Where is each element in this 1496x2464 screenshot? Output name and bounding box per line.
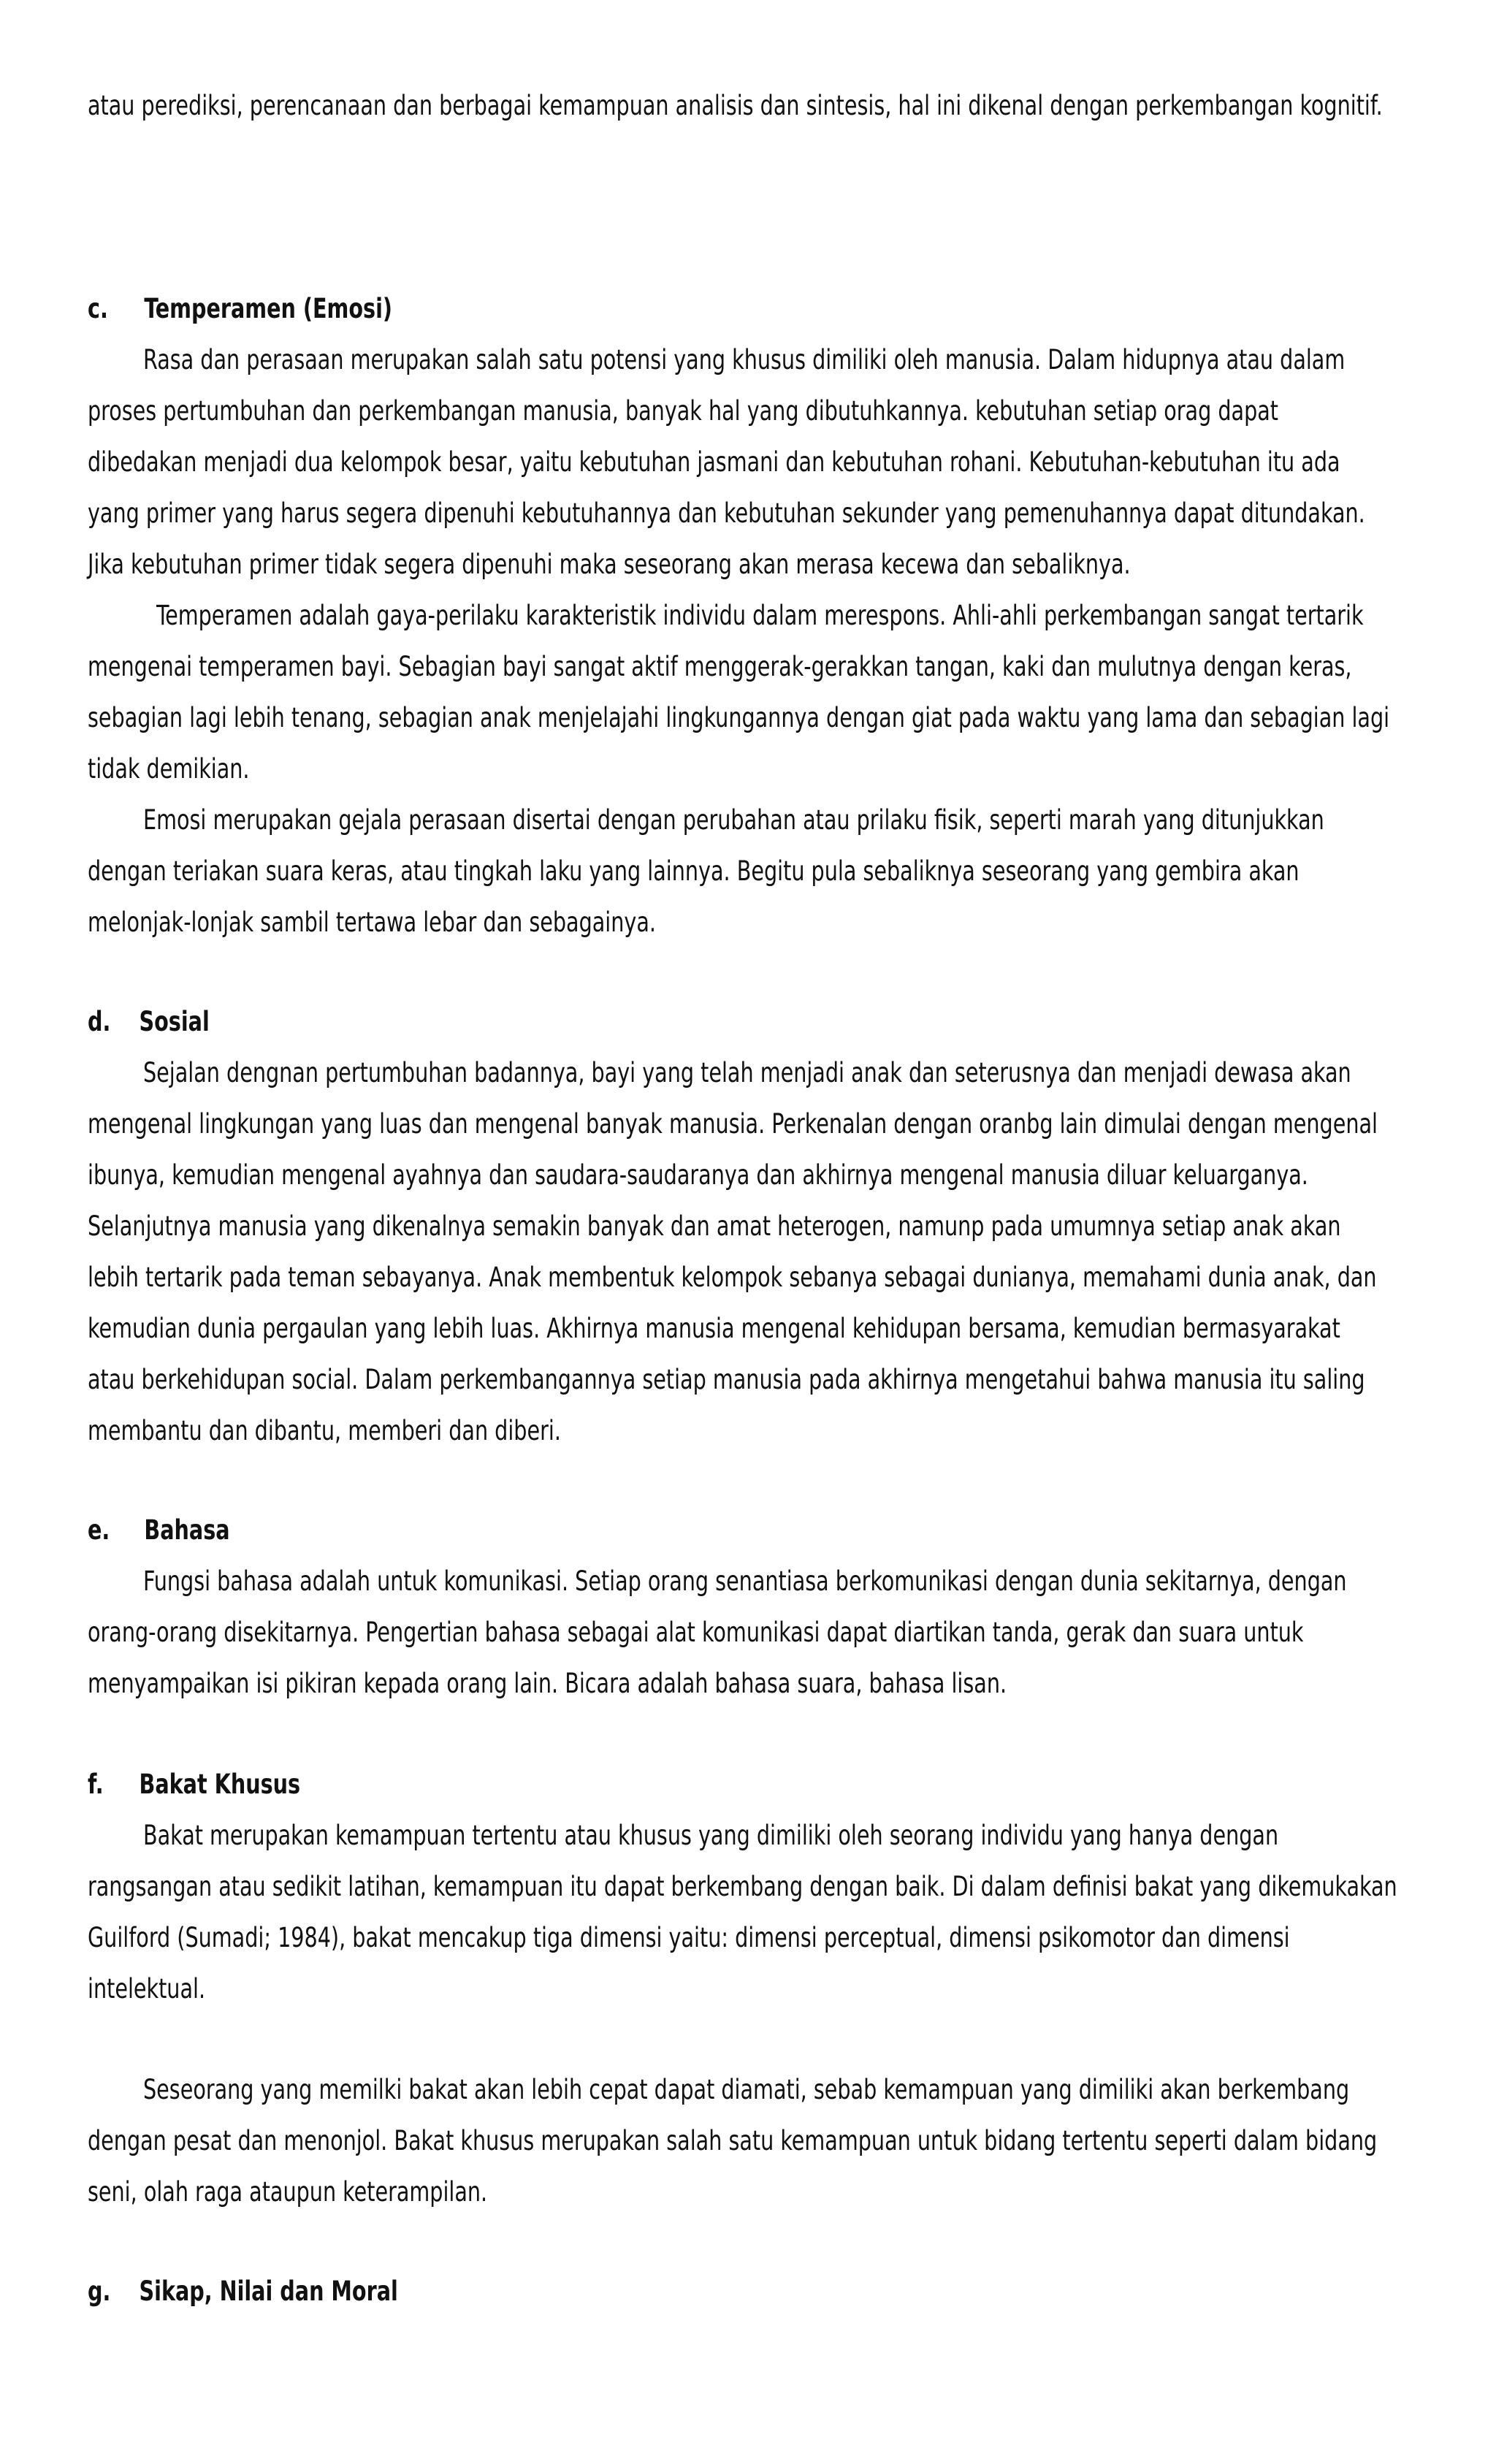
section-letter: c.	[88, 293, 108, 324]
paragraph-line: Bakat merupakan kemampuan tertentu atau khusus yang dimiliki oleh seorang individu yang hanya dengan	[143, 1820, 1279, 1851]
section-letter: d.	[88, 1006, 111, 1037]
paragraph-line: Fungsi bahasa adalah untuk komunikasi. Setiap orang senantiasa berkomunikasi dengan dunia sekitarnya, dengan	[143, 1565, 1347, 1597]
paragraph-line: Sejalan dengnan pertumbuhan badannya, bayi yang telah menjadi anak dan seterusnya dan menjadi dewasa akan	[143, 1057, 1351, 1088]
section-heading-e	[88, 1514, 230, 1546]
section-heading-d	[88, 1006, 210, 1038]
section-letter: e.	[88, 1514, 110, 1546]
paragraph-line: Guilford (Sumadi; 1984), bakat mencakup tiga dimensi yaitu: dimensi perceptual, dimensi psikomotor dan dimensi	[88, 1922, 1290, 1953]
paragraph-line: dibedakan menjadi dua kelompok besar, yaitu kebutuhan jasmani dan kebutuhan rohani. Kebutuhan-kebutuhan itu ada	[88, 446, 1340, 478]
section-title: Sikap, Nilai dan Moral	[139, 2276, 398, 2307]
paragraph-line: Jika kebutuhan primer tidak segera dipenuhi maka seseorang akan merasa kecewa dan sebaliknya.	[88, 549, 1131, 580]
paragraph-line: dengan pesat dan menonjol. Bakat khusus merupakan salah satu kemampuan untuk bidang tertentu seperti dalam bidang	[88, 2125, 1378, 2156]
paragraph-line: rangsangan atau sedikit latihan, kemampuan itu dapat berkembang dengan baik. Di dalam definisi bakat yang dikemukakan	[88, 1871, 1397, 1902]
section-letter: g.	[88, 2276, 111, 2307]
section-title: Bahasa	[144, 1514, 230, 1546]
paragraph-line: sebagian lagi lebih tenang, sebagian anak menjelajahi lingkungannya dengan giat pada waktu yang lama dan sebagian lagi	[88, 702, 1390, 733]
paragraph-line: seni, olah raga ataupun keterampilan.	[88, 2176, 488, 2208]
paragraph-line: melonjak-lonjak sambil tertawa lebar dan sebagainya.	[88, 907, 656, 938]
paragraph-line: mengenal lingkungan yang luas dan mengenal banyak manusia. Perkenalan dengan oranbg lain dimulai dengan mengenal	[88, 1108, 1378, 1140]
paragraph-line: Selanjutnya manusia yang dikenalnya semakin banyak dan amat heterogen, namunp pada umumnya setiap anak akan	[88, 1210, 1341, 1242]
section-title: Sosial	[139, 1006, 210, 1037]
section-title: Temperamen (Emosi)	[144, 293, 392, 324]
section-heading-c	[88, 293, 392, 325]
paragraph-line: Rasa dan perasaan merupakan salah satu potensi yang khusus dimiliki oleh manusia. Dalam hidupnya atau dalam	[143, 344, 1346, 375]
paragraph-line: membantu dan dibantu, memberi dan diberi.	[88, 1415, 561, 1446]
section-title: Bakat Khusus	[139, 1769, 301, 1800]
paragraph-line: intelektual.	[88, 1973, 206, 2005]
paragraph-line: ibunya, kemudian mengenal ayahnya dan saudara-saudaranya dan akhirnya mengenal manusia diluar keluarganya.	[88, 1159, 1308, 1191]
paragraph-line: tidak demikian.	[88, 753, 250, 785]
paragraph-line: Temperamen adalah gaya-perilaku karakteristik individu dalam merespons. Ahli-ahli perkembangan sangat tertarik	[156, 600, 1364, 631]
section-letter: f.	[88, 1769, 104, 1800]
paragraph-line: mengenai temperamen bayi. Sebagian bayi sangat aktif menggerak-gerakkan tangan, kaki dan mulutnya dengan keras,	[88, 651, 1352, 682]
paragraph-line: atau berkehidupan social. Dalam perkembangannya setiap manusia pada akhirnya mengetahui bahwa manusia itu saling	[88, 1364, 1365, 1395]
paragraph-line: dengan teriakan suara keras, atau tingkah laku yang lainnya. Begitu pula sebaliknya seseorang yang gembira akan	[88, 855, 1300, 887]
paragraph-line: atau perediksi, perencanaan dan berbagai kemampuan analisis dan sintesis, hal ini dikenal dengan perkembangan kognitif.	[88, 90, 1383, 121]
paragraph-line: lebih tertarik pada teman sebayanya. Anak membentuk kelompok sebanya sebagai dunianya, memahami dunia anak, dan	[88, 1262, 1377, 1293]
paragraph-line: proses pertumbuhan dan perkembangan manusia, banyak hal yang dibutuhkannya. kebutuhan setiap orag dapat	[88, 395, 1279, 427]
paragraph-line: yang primer yang harus segera dipenuhi kebutuhannya dan kebutuhan sekunder yang pemenuhannya dapat ditundakan.	[88, 497, 1365, 529]
paragraph-line: orang-orang disekitarnya. Pengertian bahasa sebagai alat komunikasi dapat diartikan tanda, gerak dan suara untuk	[88, 1617, 1304, 1648]
paragraph-line: kemudian dunia pergaulan yang lebih luas. Akhirnya manusia mengenal kehidupan bersama, kemudian bermasyarakat	[88, 1313, 1340, 1344]
paragraph-line: menyampaikan isi pikiran kepada orang lain. Bicara adalah bahasa suara, bahasa lisan.	[88, 1668, 1007, 1699]
paragraph-line: Seseorang yang memilki bakat akan lebih cepat dapat diamati, sebab kemampuan yang dimiliki akan berkembang	[143, 2074, 1350, 2105]
section-heading-g	[88, 2276, 398, 2308]
paragraph-line: Emosi merupakan gejala perasaan disertai dengan perubahan atau prilaku fisik, seperti marah yang ditunjukkan	[143, 804, 1324, 836]
section-heading-f	[88, 1769, 300, 1801]
